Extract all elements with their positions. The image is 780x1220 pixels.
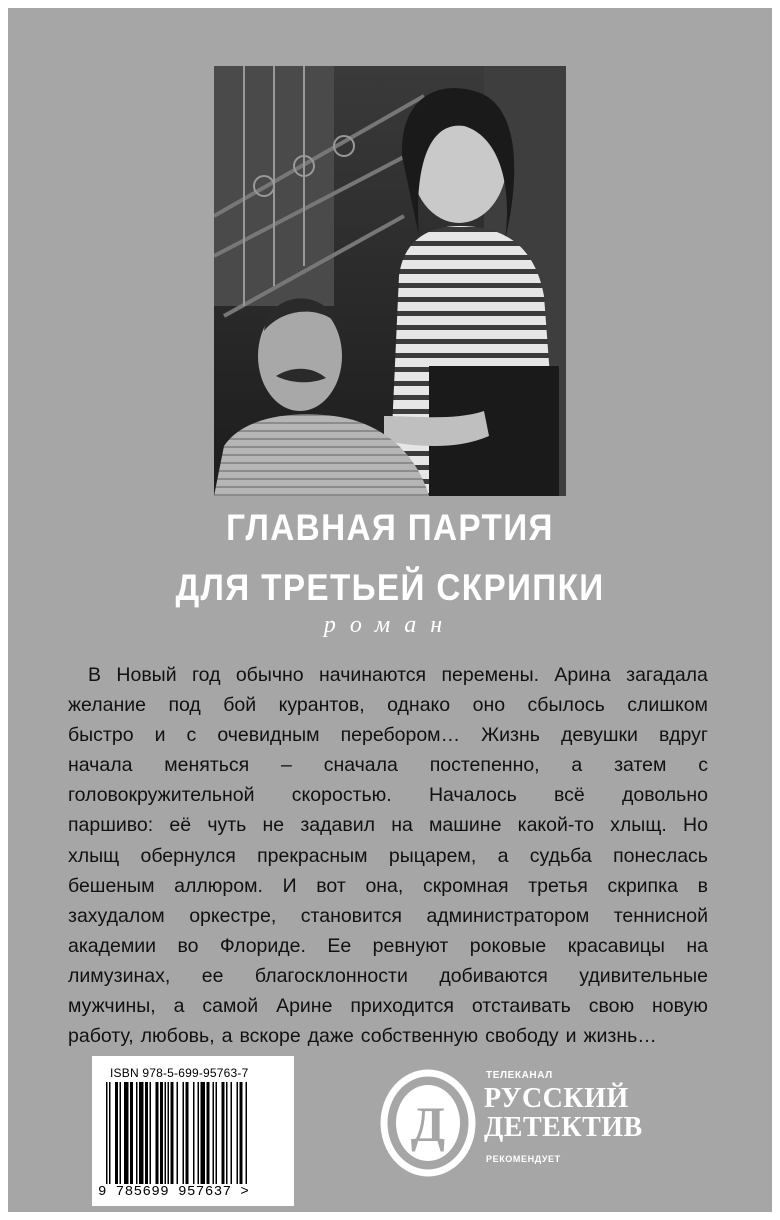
- book-annotation: [68, 660, 708, 1051]
- channel-name-line2: ДЕТЕКТИВ: [484, 1112, 643, 1143]
- annotation-line: В Новый год обычно начинаются перемены. Арина загадала: [88, 664, 708, 686]
- tv-channel-logo: [380, 1058, 680, 1208]
- author-photo-image: [214, 66, 566, 496]
- annotation-line: бешеным аллюром. И вот она, скромная третья скрипка в: [68, 874, 708, 897]
- barcode-bars: [106, 1082, 282, 1184]
- book-title-line2: ДЛЯ ТРЕТЬЕЙ СКРИПКИ: [175, 567, 605, 608]
- annotation-line: паршиво: её чуть не задавил на машине какой-то хлыщ. Но: [68, 814, 708, 837]
- book-title-line1: ГЛАВНАЯ ПАРТИЯ: [226, 507, 554, 548]
- annotation-line: хлыщ обернулся прекрасным рыцарем, а судьба понеслась: [68, 844, 708, 867]
- channel-top-label: ТЕЛЕКАНАЛ: [486, 1070, 553, 1081]
- annotation-line: начала меняться – сначала постепенно, а затем с: [68, 754, 708, 777]
- annotation-line: мужчины, а самой Арине приходится отстаивать свою новую: [68, 995, 708, 1018]
- isbn-number: ISBN 978-5-699-95763-7: [110, 1066, 249, 1080]
- annotation-line: работу, любовь, а вскоре даже собственную свободу и жизнь…: [68, 1025, 657, 1048]
- annotation-line: быстро и с очевидным перебором… Жизнь девушки вдруг: [68, 724, 708, 747]
- author-photo: [214, 66, 566, 496]
- ean-digits: 9 785699 957637 >: [98, 1184, 250, 1200]
- annotation-line: желание под бой курантов, однако оно сбылось слишком: [68, 694, 708, 717]
- channel-name: [484, 1084, 643, 1142]
- annotation-line: лимузинах, ее благосклонности добиваются удивительные: [68, 964, 708, 987]
- annotation-line: академии во Флориде. Ее ревнуют роковые красавицы на: [68, 934, 708, 957]
- channel-name-line1: РУССКИЙ: [484, 1083, 629, 1114]
- annotation-line: захудалом оркестре, становится администратором теннисной: [68, 904, 708, 927]
- emblem-letter: Д: [410, 1096, 446, 1152]
- book-genre: роман: [323, 612, 457, 638]
- channel-bottom-label: РЕКОМЕНДУЕТ: [486, 1154, 561, 1164]
- back-cover: [8, 8, 772, 1212]
- annotation-line: головокружительной скоростью. Началось всё довольно: [68, 784, 708, 807]
- isbn-barcode: [92, 1056, 294, 1206]
- channel-emblem-icon: [380, 1068, 480, 1178]
